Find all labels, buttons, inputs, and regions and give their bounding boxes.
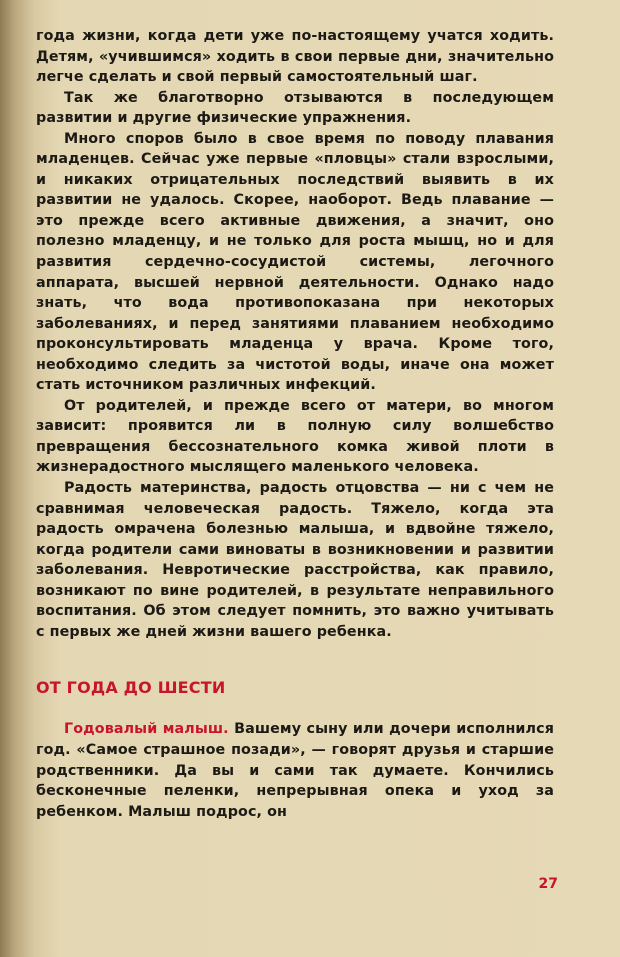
page-number: 27 [538,876,558,892]
section-heading: ОТ ГОДА ДО ШЕСТИ [36,678,226,698]
runin-title: Годовалый малыш. [64,721,229,738]
paragraph-5: Радость материнства, радость отцовства — ни с чем не сравнимая человеческая радость. Тяжело, когда эта радость омрачена болезнью малыша, и вдвойне тяжело, когда родители сами виноваты в возникновении и развитии заболевания. Невротические расстройства, как правило, возникают по вине родителей, в результате неправильного воспитания. Об этом следует помнить, это важно учитывать с первых же дней жизни вашего ребенка. [36,480,554,640]
subsection-paragraph [36,719,554,822]
paragraph-1: года жизни, когда дети уже по-настоящему учатся ходить. Детям, «учившимся» ходить в свои первые дни, значительно легче сделать и свой первый самостоятельный шаг. [36,28,554,86]
paragraph-3: Много споров было в свое время по поводу плавания младенцев. Сейчас уже первые «пловцы» стали взрослыми, и никаких отрицательных последствий выявить в их развитии не удалось. Скорее, наоборот. Ведь плавание — это прежде всего активные движения, а значит, оно полезно младенцу, и не только для роста мышц, но и для развития сердечно-сосудистой системы, легочного аппарата, высшей нервной деятельности. Однако надо знать, что вода противопоказана при некоторых заболеваниях, и перед занятиями плаванием необходимо проконсультировать младенца у врача. Кроме того, необходимо следить за чистотой воды, иначе она может стать источником различных инфекций. [36,130,554,394]
paragraph-2: Так же благотворно отзываются в последующем развитии и другие физические упражнения. [36,89,554,127]
paragraph-4: От родителей, и прежде всего от матери, во многом зависит: проявится ли в полную силу волшебство превращения бессознательного комка живой плоти в жизнерадостного мыслящего маленького человека. [36,397,554,476]
subsection-text: Вашему сыну или дочери исполнился год. «Самое страшное позади», — говорят друзья и старшие родственники. Да вы и сами так думаете. Кончились бесконечные пеленки, непрерывная опека и уход за ребенком. Малыш подрос, он [36,721,554,820]
